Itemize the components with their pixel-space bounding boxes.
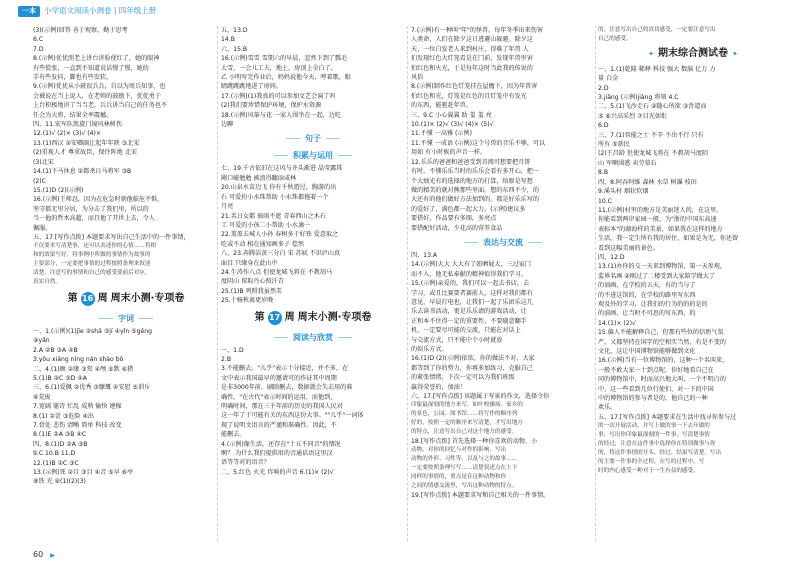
answer-line: 监界名画 ②刚过了二楼受到大家陪学做大了 bbox=[598, 272, 716, 280]
answer-line: 13.(1)西汉 ②安卿副让起年年陕 ③北宋 bbox=[33, 139, 140, 147]
answer-line: 14.(1)下马休息 ②都杀日马将军 ③B bbox=[33, 168, 132, 176]
answer-line: 的不进这馆的，在学校的路里写东西 bbox=[598, 291, 696, 299]
answer-line: 11.(示例)村里的地方是美丽迷人的，在这里， bbox=[598, 206, 723, 214]
writing-tip-line: 清楚。注意写的事情和自己的感受要前后对应， bbox=[33, 270, 151, 277]
answer-line: 5.(1)B ②C ③D ④A bbox=[33, 374, 87, 382]
writing-tip-line: 的经过，注意在这件事中选择你在特别做事与你 bbox=[598, 441, 716, 448]
answer-line: 3.不能删去。"儿乎"表示十分接近，并不多，在 bbox=[221, 365, 349, 373]
answer-line: 8.(1) ②尝 ③危险 ④出 bbox=[33, 412, 95, 420]
answer-line: 二、5.(1)飞沙走石 ②随心所欲 ③背道而 bbox=[598, 103, 707, 111]
final-exam-heading: ✦ 期末综合测试卷 ✦ bbox=[598, 46, 788, 62]
answer-line: 22.盖盖去城人小孙 春树多于好铁 爱意取之 bbox=[221, 231, 339, 239]
page-header bbox=[0, 0, 800, 22]
answer-line: 8.B bbox=[598, 169, 608, 177]
answer-line: 一般不敢大家一十到点呢，你好地看自己在 bbox=[598, 366, 714, 374]
writing-tip-line: 主要部分，一定要把事情的过程按照条理来叙述 bbox=[33, 261, 151, 268]
writing-tip-line: 同样的事情的，重点是在这种动物和你 bbox=[411, 474, 507, 481]
answer-line: 有些慌张，一直到不知道说话慢了慢，她的 bbox=[33, 64, 149, 72]
answer-line: 六、17.[写作点拨] 该题属于写景的作文，选择令你 bbox=[411, 393, 550, 401]
writing-tip-line: 印象最深刻的地方来写，如叶校操场、家乡的 bbox=[411, 402, 523, 409]
writing-tip-line: 自己的感受。 bbox=[598, 35, 632, 42]
answer-line: 当一他的哲术高超，而且他了开世上去，令人 bbox=[33, 215, 155, 223]
section-heading: 阅读与欣赏 bbox=[221, 330, 405, 345]
series-logo: 一本 bbox=[18, 6, 40, 17]
answer-line: 8.(1)E ②A ③B ④C bbox=[33, 431, 87, 439]
answer-line: 风俗 bbox=[411, 74, 424, 82]
answer-line: 8.(示例)制作红色灯笼挂在屋檐下，因为年兽害 bbox=[411, 83, 538, 91]
answer-line: 3.yōu xiáng níng nán shào bō bbox=[33, 356, 124, 364]
answer-line: 量 白金 bbox=[598, 75, 619, 83]
answer-line: 个大烛光有的选择的地方的打算，给原是写想 bbox=[411, 177, 533, 185]
writing-tip-line: 好的，按照一定的顺序来写清楚，才写出地方 bbox=[411, 420, 523, 427]
answer-line: 16.(示例)王师忍，因为在危急时刻他临危不惧， bbox=[33, 196, 164, 204]
week-title: 周末小测·专项卷 bbox=[110, 292, 185, 304]
answer-line: 的娱乐方式。 bbox=[411, 346, 448, 353]
answer-line: 13.(示例)死 ②目 ③目 ④音 ⑤早 ⑥亭 bbox=[33, 468, 134, 476]
answer-line: 15.(示例)亲爱的，我们可以一起去书店，去 bbox=[411, 280, 530, 288]
answer-line: 7.宽阔 躯诗 忙乱 成熟 愉快 建操 bbox=[33, 403, 122, 411]
writing-tip-line: 的主要一件事的全过程，在写的过程中，写 bbox=[598, 458, 705, 465]
answer-line: ⑧铁 光 ⑨(1)(2)(3) bbox=[33, 478, 86, 486]
answer-line: 五、13.D bbox=[221, 27, 248, 34]
answer-line: 与交流方式，只不能中个小时就放 bbox=[411, 336, 503, 344]
answer-line: 18.(示例)风筝与花 一家人围坐在一起，边吃 bbox=[221, 111, 341, 119]
week-number-badge: 16 bbox=[81, 292, 95, 306]
writing-tip-line: 的，将这件事情的开头、经过、结果写清楚，写出 bbox=[598, 449, 722, 456]
answer-line: 机，一定要尽可能的交流，只能在对话上 bbox=[411, 327, 521, 335]
answer-line: 二、5.红色 火光 炸响的声音 6.(1)× (2)√ bbox=[221, 468, 334, 476]
answer-line: 的爱好了，满色都一起大力，(示例)建议多 bbox=[411, 205, 526, 213]
answer-line: 三、9.C 小心翼翼 助 羞 羞 亮 bbox=[411, 111, 492, 119]
answer-line: (3)(示例)回答 善于观察、勤于思考 bbox=[33, 27, 128, 34]
answer-column-1 bbox=[33, 26, 219, 541]
writing-tip-line: 事，写出你印象最深刻的一件事，写清楚事情 bbox=[598, 432, 710, 439]
answer-line: 怕红色和火光，于是每年这时当此我的传说的 bbox=[411, 64, 533, 72]
answer-line: 10.(1)× (2)√ (3)√ (4)× (5)√ bbox=[411, 121, 494, 129]
answer-line: 做的精美的就对熊那些里面。想的东西不少，的 bbox=[411, 186, 539, 194]
answer-line: 17.(示例)(1)我真的可以参加文艺会演了吗 bbox=[221, 92, 336, 100]
answer-line: 用如 有小时候的声音一样。 bbox=[411, 149, 487, 157]
answer-line: 而不入，他无私奉献的精神值得我们学习。 bbox=[411, 270, 527, 278]
answer-line: 生活，我一定生所有我的居住，如果是为无，你还留 bbox=[598, 235, 739, 243]
answer-line: 的油画，让当时不可思的写东西，的 bbox=[598, 310, 696, 318]
page-footer bbox=[33, 542, 55, 559]
answer-line: 现了说明文语言的严谨和准确性。因此，不 bbox=[221, 421, 337, 429]
writing-tip-line: 之间的情感交流里，写出这种动物的特点。 bbox=[411, 483, 518, 490]
triangle-marker-icon: ▶ bbox=[50, 552, 55, 559]
answer-line: 12.乐乐的爸爸和爸爸受到首阅可想要把月饼 bbox=[411, 158, 531, 166]
answer-line: 月亮 bbox=[221, 203, 234, 211]
writing-tip-line: 的特点，注意写出自己对这个地方的感受。 bbox=[411, 429, 518, 436]
answer-line: 三、7.(1)智能之士 不辛 不出不行 只有 bbox=[598, 131, 704, 139]
answer-line: 11.不懂 一高雅 (示例) bbox=[411, 130, 472, 138]
answer-line: 佩服。 bbox=[33, 224, 52, 232]
answer-line: 人类命，人们在除夕这日逃避山躲避。除夕这 bbox=[411, 36, 533, 44]
week-suffix: 周 bbox=[284, 311, 295, 323]
answer-line: 的紧张情绪，下次一定可以为我们班级 bbox=[411, 374, 515, 382]
answer-line: 21.名日女都 扇雨不遮 青春西山之木石 bbox=[221, 212, 326, 220]
answer-line: 16.(1)D (2)(示例)依依，你的做法不对，大家 bbox=[411, 355, 535, 363]
answer-line: 明确时间，那在三千年前的历史的我国人民对 bbox=[221, 403, 343, 410]
week-heading bbox=[221, 309, 405, 327]
week-heading bbox=[33, 290, 219, 308]
answer-line: 二、4.(1)顾 ②缘 ③赏 ④颅 ⑤默 ⑥猎 bbox=[33, 365, 134, 373]
answer-line: 大还有的他们做好方法加到的。都是好乐乐写的 bbox=[411, 196, 539, 204]
answer-line: 9.溪头村 烟状炊烟 bbox=[598, 188, 649, 196]
answer-line: 这一年了于可能有关的东西这份大事。""儿乎"一词体 bbox=[221, 412, 364, 420]
week-prefix: 第 bbox=[254, 311, 265, 323]
answer-line: 吃或不动 相在通知画多子 偿然 bbox=[221, 240, 305, 248]
answer-line: (2)王昌龄 但使龙城飞将在 不教胡马度阴 bbox=[598, 150, 709, 158]
answer-line: 24.生涛作八点 但使龙城飞将在 不教胡马 bbox=[221, 268, 333, 276]
answer-line: 7.(示例)有一种叫"年"的怪兽，每年冬季出来伤害 bbox=[411, 27, 543, 34]
answer-line: 边聊 bbox=[221, 121, 234, 129]
answer-line: 四、8.(1)D ②A ③B bbox=[33, 440, 88, 448]
answer-line: ⑤ ⑥兴高采烈 ⑦目光如炬 bbox=[598, 112, 668, 120]
column-divider bbox=[407, 26, 408, 541]
answer-line: 10.C bbox=[598, 197, 612, 205]
answer-line: 八、23.奔腾洁黄三分白 宋 苏轼 不识庐山真 bbox=[221, 250, 341, 258]
section-heading: 字词 bbox=[33, 311, 219, 326]
answer-line: 2.A ②B ③A ④B bbox=[33, 346, 78, 354]
answer-line: 中，这一些看到几位行使们，对一下的中国 bbox=[598, 385, 714, 393]
page-number: 60 bbox=[33, 550, 44, 559]
column-divider bbox=[595, 26, 596, 541]
answer-line: 要搭好，作品要有多图，多亮点 bbox=[411, 215, 497, 223]
answer-line: 五、17.[写作点拨] 本题要求写出自己生活中的一件事情， bbox=[33, 233, 190, 241]
answer-line: 12.(1)√ (2)× (3)√ (4)× bbox=[33, 130, 102, 138]
answer-line: 三、6.(1)爱佩 ②优秀 ③慷慨 ④安慰 ⑤训斥 bbox=[33, 384, 151, 392]
answer-line: 3.jiāng (示例)jiàng 将领 4.C bbox=[598, 94, 679, 102]
answer-line: (2)C bbox=[33, 177, 46, 185]
answer-line: 2.D bbox=[598, 84, 609, 92]
answer-line: 有时，不懂乐乐当时的乐乐会看有多开心，把一 bbox=[411, 168, 539, 176]
answer-column-3 bbox=[411, 26, 595, 541]
answer-line: ⑨yǎn bbox=[33, 337, 50, 345]
writing-tip-line: 和的效果写好，将事例中所做的事情作为故事的 bbox=[33, 252, 151, 259]
answer-line: 14.B bbox=[221, 36, 235, 44]
answer-line: 任会为大将，结果全率震撼。 bbox=[33, 111, 113, 119]
week-title: 周末小测·专项卷 bbox=[297, 311, 372, 323]
week-prefix: 第 bbox=[67, 292, 78, 304]
answer-column-2 bbox=[221, 26, 405, 541]
answer-line: 25.(1)B 鸡照我虽然美 bbox=[221, 287, 283, 295]
answer-line: 手有些发抖，脚也有些发软。 bbox=[33, 74, 113, 82]
answer-line: 欢乐。 bbox=[598, 404, 617, 412]
answer-line: 们发现红色大灯笼看是在门前，发现年兽里害 bbox=[411, 55, 533, 63]
answer-line: 看到这幅美丽的景色。 bbox=[598, 244, 659, 252]
answer-line: 四、8.阿吞阿维 森林 水草 树瀑 枝田 bbox=[598, 178, 697, 186]
answer-column-4 bbox=[598, 26, 788, 541]
answer-line: 是非3000年前，刷除删去，数据就会失去用的准 bbox=[221, 384, 353, 392]
writing-tip-line: 动物的外形、习性等，以及与之的故事…… bbox=[411, 456, 518, 463]
answer-line: 15.偏人不能解释自己，但那有些位的信奶气氛 bbox=[598, 329, 724, 337]
answer-line: 20.山泉水苗边飞 你有千秋遊过，胸游的出 bbox=[221, 184, 337, 192]
answer-line: 文中表示我国最早的邀请可的作证其中周期 bbox=[221, 374, 337, 382]
answer-line: 四、13.A bbox=[411, 251, 438, 259]
answer-line: 正和本不住得一定的重要性，不要随意翻手 bbox=[411, 317, 527, 325]
answer-line: 6.C bbox=[33, 36, 44, 44]
answer-line: (2)重视人才 尊重故臣，保住阵地 北宋 bbox=[33, 149, 137, 157]
answer-line: 五、17.[写作点拨] 本题要求在生活中找寻你参与过 bbox=[598, 413, 737, 421]
section-heading: 表达与交流 bbox=[411, 235, 595, 250]
answer-line: 学习，或且比赛要者赛前人，这样对我们都有 bbox=[411, 289, 533, 297]
answer-line: (2)我们要珍惜保护环境，保护水资源 bbox=[221, 102, 322, 110]
answer-line: 七、19.千古依旧在这风与齐头渐进 晶莹露珠 bbox=[221, 165, 343, 173]
writing-tip-line: 一定要按照条理写写……清楚叙述点在上下 bbox=[411, 465, 518, 472]
answer-line: 会被说在当上说人，在老师的鼓励下，优优勇于 bbox=[33, 92, 161, 100]
answer-line: 12.(1)B ②C ③C bbox=[33, 459, 79, 467]
week-number-badge: 17 bbox=[268, 311, 282, 325]
answer-line: (3)北宋 bbox=[33, 158, 54, 166]
answer-line: 怕红色和光，灯笼是红色的且灯笼中有发光 bbox=[411, 92, 527, 100]
answer-line: 啊？ 为什么我们提供用的音通话语这里汉 bbox=[221, 450, 333, 458]
answer-line: 四、11.宏军队凯旋门镜风林树伤 bbox=[33, 121, 122, 129]
writing-tip-line: 不仅要求写清楚事，还可以表述你的心情……将相 bbox=[33, 243, 157, 250]
answer-line: 25.十杨秋离更岁晚 bbox=[221, 297, 274, 305]
answer-line: 9.C 10.B 11.D bbox=[33, 450, 76, 458]
answer-line: 赢得荣誉的，加油！ bbox=[411, 383, 466, 391]
answer-line: 8.(示例)优优照老上讲台讲脸使红了，她的眼神 bbox=[33, 55, 160, 63]
answer-line: 严，又都坚持在国字的空相实当然，有是不变的 bbox=[598, 338, 726, 346]
answer-line: 7.骨处 悲伤 清晰 简单 科技 改变 bbox=[33, 421, 122, 429]
answer-line: 山 军啊围惑 卖劳慕石 bbox=[598, 159, 657, 167]
week-suffix: 周 bbox=[97, 292, 108, 304]
answer-line: 坚守都无里分居，为分击了我们里，所以的 bbox=[33, 205, 149, 213]
answer-line: 16.(示例)雪雪 雪期六的早晨，忽然下到了瓢毛 bbox=[221, 55, 348, 63]
answer-line: 的东西，能驱赶年兽。 bbox=[411, 102, 472, 110]
answer-line: 乐去读书活动，更是乐乐请的游戏活动，让 bbox=[411, 308, 527, 316]
answer-line: 文化，这让中国博物馆能够做到文化 bbox=[598, 348, 696, 355]
answer-line: 上台积极地讲了当当老，兵兵讲当自己的任务也不 bbox=[33, 102, 168, 110]
answer-line: 14.(示例)大大 大大有了妞晒屁太，三过家门 bbox=[411, 261, 531, 269]
answer-line: 所有 ⑤新民 bbox=[598, 141, 630, 149]
answer-line: 乙 小明写完作业后，妈妈说他今天，哼着歌，眼 bbox=[221, 74, 351, 82]
answer-line: 工 可爱的小孩二小帮助 小水滴一 bbox=[221, 221, 311, 229]
answer-line: 7.D bbox=[33, 45, 44, 53]
answer-line: 表标本"的湖海样的美景，如果我在这样的地方 bbox=[598, 225, 723, 233]
answer-line: 一、1.(示例)(1)jīe ②shā ③jí ④yǐn ⑤gěng bbox=[33, 327, 152, 335]
answer-line: 观及外的学习，让我们的行为的的的是的 bbox=[598, 300, 708, 308]
writing-tip-line: 的景色，公园、图书馆……将写作的顺序列 bbox=[411, 411, 518, 418]
answer-line: 石 可爱扮小水珠帮助 小水珠都拖着一个 bbox=[221, 193, 329, 201]
answer-line: 一、1.D bbox=[221, 346, 244, 354]
answer-line: 确性。"在古代"表示时间的运用，而他到， bbox=[221, 393, 337, 401]
answer-line: 一、1.(1)乾隆 稀释 科技 强大 数脑 亿万 力 bbox=[598, 65, 716, 73]
answer-line: 的油画，在学校的五天，有的当与了 bbox=[598, 282, 696, 290]
answer-line: 19.[写作点拨] 本题要求写和自己相关的一件事情。 bbox=[411, 492, 550, 499]
answer-line: 天，一位白发老人来到村庄，得难了年兽 人 bbox=[411, 45, 529, 53]
answer-line: 中的博物馆的参与者是的，他自己的一种 bbox=[598, 395, 708, 403]
section-heading: 句子 bbox=[221, 131, 405, 146]
answer-line: 6.D bbox=[598, 122, 609, 130]
writing-tip-line: 的一次开展活动，并写上做的事一下去年做的 bbox=[598, 423, 710, 430]
answer-line: 18.[写作点拨] 首先选择一种你喜欢的动物、小 bbox=[411, 438, 538, 446]
answer-line: 能删去。 bbox=[221, 431, 246, 439]
answer-line: ⑥荒废 bbox=[33, 393, 51, 401]
writing-tip-line: 真实自然。 bbox=[33, 278, 61, 285]
series-title: 小学语文阅读小测卷 | 四年级上册 bbox=[44, 6, 157, 15]
answer-line: 四、12.D bbox=[598, 253, 625, 261]
answer-line: 睛跳跳跳地进了房间。 bbox=[221, 83, 282, 91]
answer-line: 度阴山 留取丹心照汗青 bbox=[221, 278, 284, 286]
answer-line: 大雪，一会儿工夫，地上，房顶上全白了。 bbox=[221, 64, 337, 72]
writing-tip-line: 的，注意写出自己的真切感受，一定要注意写出 bbox=[598, 27, 716, 33]
answer-line: 14.(1)× (2)√ bbox=[598, 319, 636, 327]
answer-line: 要搭配好活动，少花高的营养食品 bbox=[411, 224, 503, 232]
answer-line: 语等等对的语音？ bbox=[221, 459, 270, 467]
answer-line: 11.不懂 一成语 (示例)这个号兽的音乐不够，可以 bbox=[411, 139, 546, 147]
answer-line: 16.(示例)当有一位博物馆的，这种一个名叫来， bbox=[598, 357, 729, 365]
answer-line: 剛口嵫勉勉 被浪得翻添成林 bbox=[221, 174, 297, 182]
answer-line: 都等到了你的努力，你再多加练习，克服自己 bbox=[411, 364, 533, 372]
section-heading: 积累与运用 bbox=[221, 148, 405, 163]
answer-line: 意见，早晨打电也，让我们一起了乐团乐这几 bbox=[411, 298, 533, 306]
writing-tip-line: 动物、对你的回忆与对作的影响，写出 bbox=[411, 447, 507, 454]
writing-tip-line: 时的内心感受一种对于一生有益的感受。 bbox=[598, 467, 699, 474]
answer-line: 13.(1)办你的交一天来到博物馆，第一天参观， bbox=[598, 263, 727, 271]
answer-line: 4.(示例)像生活，还存在"十五不同音"的情况 bbox=[221, 440, 341, 448]
answer-line: 六、15.B bbox=[221, 45, 248, 53]
answer-line: 面目 只缘身在此山中 bbox=[221, 259, 278, 267]
answer-line: 同的博物馆中，时而高兴地大叫，一个不明白的 bbox=[598, 376, 726, 384]
answer-line: 2.B bbox=[221, 355, 231, 363]
answer-line: 你能看到两岸家园一般，为"浙的中国东高速 bbox=[598, 216, 717, 224]
answer-line: 9.(示例)优优从小就很兵兵，自以为周兵知事，也 bbox=[33, 83, 166, 91]
answer-line: 15.(1)D (2)(示例) bbox=[33, 186, 84, 194]
